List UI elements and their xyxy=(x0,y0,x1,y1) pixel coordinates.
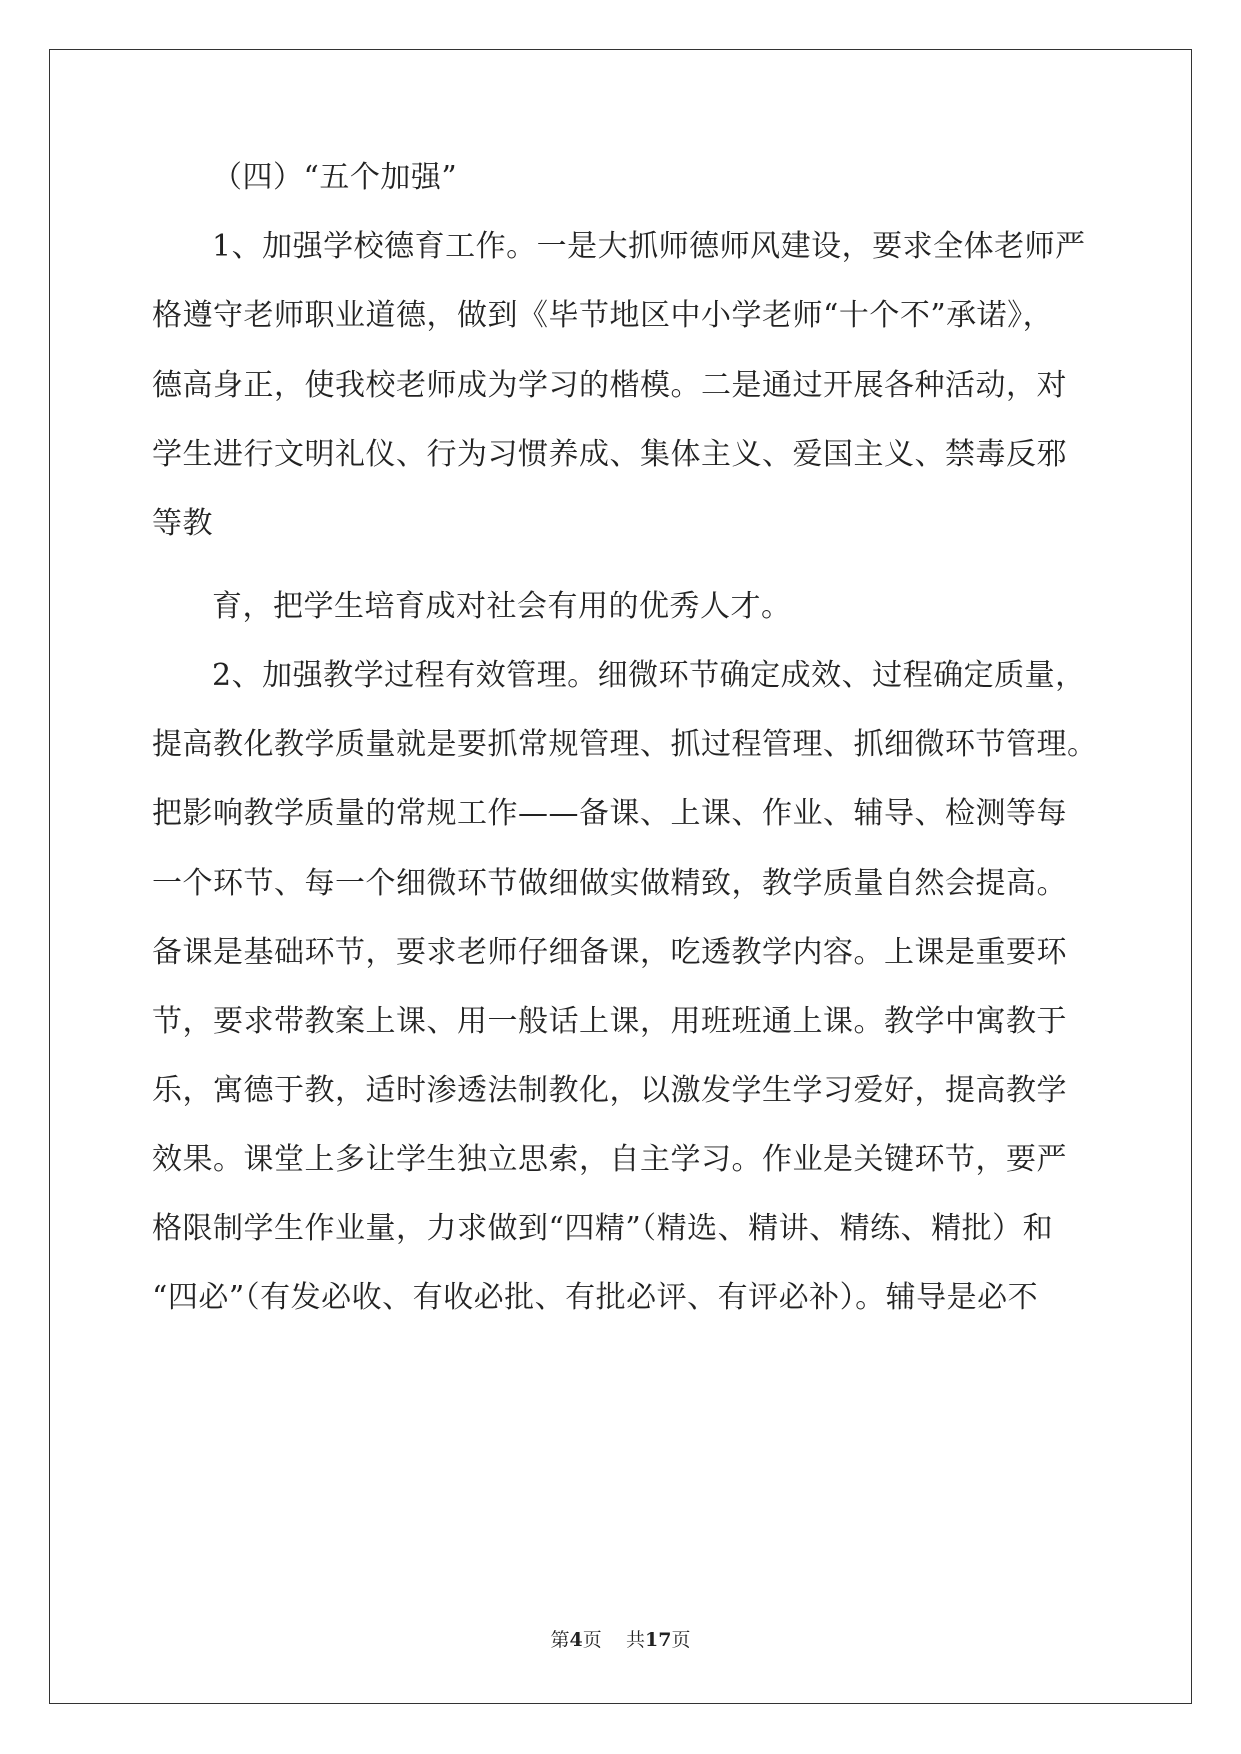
total-pages: 17 xyxy=(644,1629,672,1651)
paragraph-line: 格遵守老师职业道德，做到《毕节地区中小学老师“十个不”承诺》， xyxy=(152,298,1054,333)
paragraph-line: 乐，寓德于教，适时渗透法制教化，以激发学生学习爱好，提高教学 xyxy=(152,1073,1067,1108)
paragraph-line: 效果。课堂上多让学生独立思索，自主学习。作业是关键环节，要严 xyxy=(152,1142,1067,1177)
paragraph-line: 德高身正，使我校老师成为学习的楷模。二是通过开展各种活动，对 xyxy=(152,368,1067,403)
page-number: 4 xyxy=(569,1629,583,1651)
paragraph-line: 学生进行文明礼仪、行为习惯养成、集体主义、爱国主义、禁毒反邪 xyxy=(152,437,1067,472)
paragraph-line: 等教 xyxy=(152,506,213,541)
page-prefix: 第 xyxy=(550,1629,570,1651)
paragraph-line: 育，把学生培育成对社会有用的优秀人才。 xyxy=(212,589,792,624)
total-prefix: 共 xyxy=(625,1629,645,1651)
paragraph-line: 格限制学生作业量，力求做到“四精”（精选、精讲、精练、精批）和 xyxy=(152,1211,1054,1246)
page-footer xyxy=(0,1628,1241,1652)
paragraph-line: 把影响教学质量的常规工作——备课、上课、作业、辅导、检测等每 xyxy=(152,796,1067,831)
paragraph-line: 2、加强教学过程有效管理。细微环节确定成效、过程确定质量， xyxy=(212,658,1086,693)
paragraph-line: 节，要求带教案上课、用一般话上课，用班班通上课。教学中寓教于 xyxy=(152,1004,1067,1039)
total-suffix: 页 xyxy=(671,1629,691,1651)
paragraph-line: 提高教化教学质量就是要抓常规管理、抓过程管理、抓细微环节管理。 xyxy=(152,727,1098,762)
paragraph-line: 一个环节、每一个细微环节做细做实做精致，教学质量自然会提高。 xyxy=(152,866,1067,901)
page-suffix: 页 xyxy=(582,1629,602,1651)
paragraph-line: 备课是基础环节，要求老师仔细备课，吃透教学内容。上课是重要环 xyxy=(152,935,1067,970)
paragraph-line: “四必”（有发必收、有收必批、有批必评、有评必补）。辅导是必不 xyxy=(152,1280,1039,1315)
paragraph-line: 1、加强学校德育工作。一是大抓师德师风建设，要求全体老师严 xyxy=(212,229,1086,264)
section-heading: （四）“五个加强” xyxy=(212,160,458,195)
